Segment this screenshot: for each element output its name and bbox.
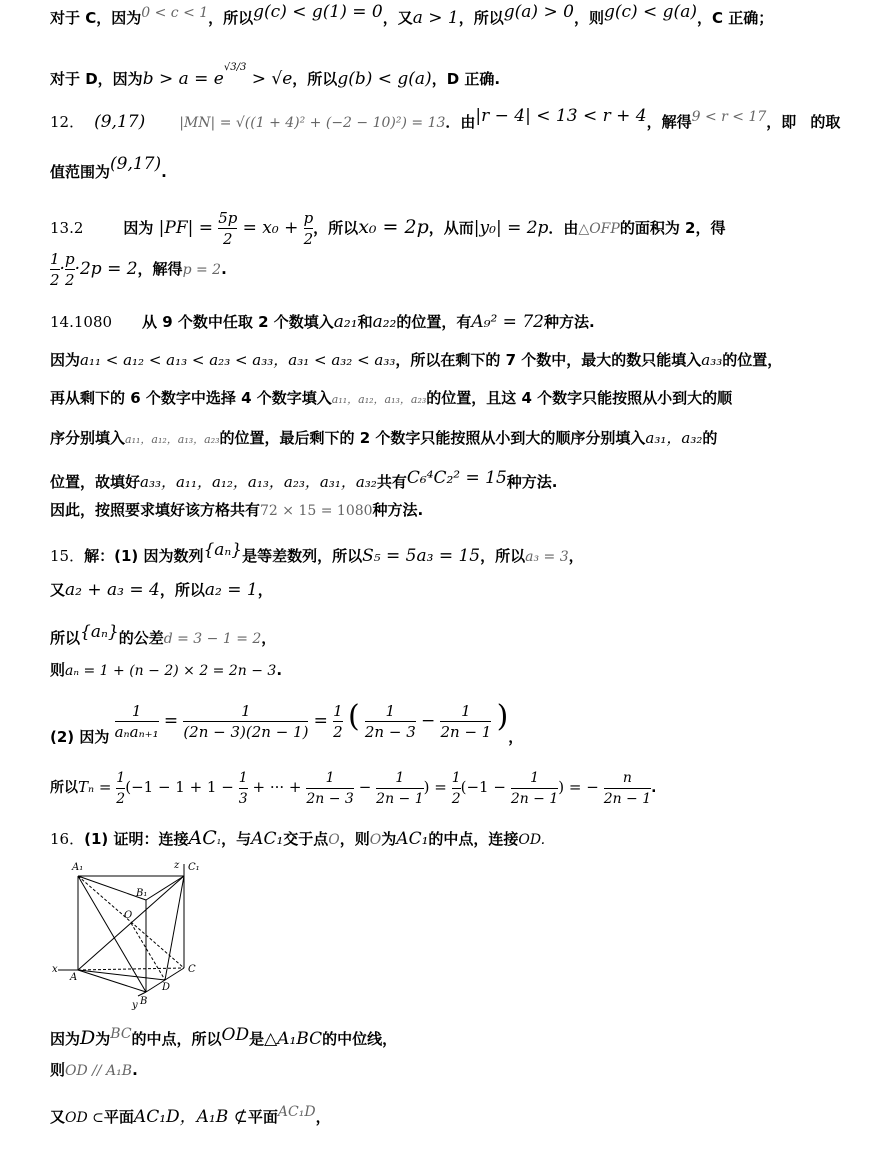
math: OD ⊂ bbox=[65, 1110, 104, 1126]
text: 的中点，连接 bbox=[428, 830, 519, 848]
text: (2) 因为 bbox=[50, 728, 110, 746]
math: 9 < r < 17 bbox=[691, 109, 767, 125]
line-1 bbox=[50, 2, 834, 28]
line-od bbox=[131, 923, 165, 980]
math: O bbox=[369, 832, 382, 848]
numerator: 1 bbox=[241, 702, 251, 720]
math: = bbox=[313, 711, 328, 731]
math: d = 3 − 1 = 2 bbox=[163, 631, 262, 647]
math: △OFP bbox=[578, 221, 620, 237]
label-c: C bbox=[188, 964, 196, 975]
math: a₂₂ bbox=[372, 312, 397, 332]
denominator: 2 bbox=[333, 723, 343, 741]
text: 因为 bbox=[50, 351, 81, 369]
text: 所以 bbox=[50, 780, 78, 796]
numerator: 1 bbox=[333, 702, 343, 720]
item-number: 13.2 bbox=[50, 219, 84, 237]
text: ，解得 bbox=[646, 113, 692, 131]
line-ad bbox=[78, 970, 165, 980]
math: a₃₃，a₁₁，a₁₂，a₁₃，a₂₃，a₃₁，a₃₂ bbox=[140, 473, 377, 491]
text: ．由 bbox=[445, 113, 476, 131]
text: . bbox=[161, 163, 167, 181]
fraction bbox=[604, 768, 651, 809]
math: OD // A₁B bbox=[65, 1063, 133, 1079]
math: · bbox=[59, 259, 65, 279]
text: 的位置，有 bbox=[396, 313, 472, 331]
math: a₃₃ bbox=[701, 351, 723, 369]
text: 交于点 bbox=[283, 830, 329, 848]
text: 则 bbox=[50, 1061, 66, 1079]
math: − bbox=[358, 778, 372, 796]
numerator: 5p bbox=[218, 209, 238, 227]
fraction bbox=[218, 208, 237, 249]
math: a₃₁，a₃₂ bbox=[645, 429, 703, 447]
edge-ac bbox=[78, 968, 184, 970]
denominator: 3 bbox=[239, 788, 248, 809]
text: ，则 bbox=[573, 9, 604, 27]
text: 种方法. bbox=[543, 313, 595, 331]
math: ) bbox=[496, 699, 509, 734]
math: a₃ = 3 bbox=[525, 549, 569, 565]
fraction bbox=[239, 768, 248, 809]
denominator: 2n − 1 bbox=[376, 788, 423, 809]
text: ， bbox=[508, 728, 524, 746]
math: OD bbox=[221, 1025, 250, 1045]
text: 从 9 个数中任取 2 个数填入 bbox=[142, 313, 334, 331]
numerator: p bbox=[64, 250, 75, 268]
line-9 bbox=[50, 388, 834, 410]
text: (1) 证明：连接 bbox=[84, 830, 189, 848]
text: . bbox=[221, 260, 227, 278]
math: (−1 − 1 + 1 − bbox=[125, 778, 234, 796]
numerator: 1 bbox=[131, 702, 142, 720]
line-18 bbox=[50, 762, 834, 813]
text: ， bbox=[315, 1108, 331, 1126]
text: . bbox=[651, 780, 657, 796]
math: ) = bbox=[423, 778, 447, 796]
line-14 bbox=[50, 580, 834, 600]
label-b1: B₁ bbox=[136, 888, 148, 899]
math: Tₙ = bbox=[78, 778, 112, 796]
fraction bbox=[511, 768, 558, 809]
text: 和 bbox=[357, 313, 373, 331]
numerator: 1 bbox=[325, 769, 335, 786]
text: 的 bbox=[702, 429, 718, 447]
math: (9,17) bbox=[110, 154, 162, 174]
text: ，C 正确； bbox=[696, 9, 774, 27]
text: 为 bbox=[381, 830, 397, 848]
text: ，所以 bbox=[458, 9, 504, 27]
fraction bbox=[65, 249, 75, 290]
line-2 bbox=[50, 58, 834, 89]
numerator: 1 bbox=[116, 769, 126, 786]
label-y: y bbox=[132, 1000, 138, 1011]
text: 的面积为 2，得 bbox=[619, 219, 726, 237]
fraction bbox=[333, 701, 343, 742]
text: 的位置， bbox=[722, 351, 783, 369]
math: BC bbox=[110, 1026, 132, 1042]
math: ·2p = 2 bbox=[74, 259, 138, 279]
math: x₀ = 2p bbox=[358, 216, 429, 238]
fraction bbox=[452, 768, 461, 809]
text: 种方法. bbox=[506, 473, 558, 491]
text: 值范围为 bbox=[50, 163, 111, 181]
text: 再从剩下的 6 个数字中选择 4 个数字填入 bbox=[50, 389, 332, 407]
item-number: 12． bbox=[50, 113, 85, 131]
fraction bbox=[440, 701, 491, 742]
denominator: 2n − 1 bbox=[440, 723, 492, 741]
math: |MN| = √((1 + 4)² + (−2 − 10)²) = 13 bbox=[179, 115, 446, 131]
math: ) = − bbox=[558, 778, 599, 796]
fraction bbox=[304, 208, 314, 249]
math: 0 < c < 1 bbox=[141, 5, 209, 21]
line-10 bbox=[50, 428, 834, 450]
numerator: 1 bbox=[385, 702, 396, 720]
math: D bbox=[80, 1027, 96, 1049]
text: 的位置，且这 4 个数字只能按照从小到大的顺 bbox=[426, 389, 733, 407]
denominator: 2 bbox=[50, 271, 60, 289]
line-7 bbox=[50, 312, 834, 332]
text: ，所以 bbox=[480, 547, 526, 565]
numerator: 1 bbox=[461, 702, 471, 720]
denominator: 2n − 3 bbox=[306, 788, 353, 809]
numerator: 1 bbox=[395, 769, 405, 786]
label-d: D bbox=[162, 982, 171, 993]
math: = x₀ + bbox=[242, 218, 299, 238]
denominator: 2n − 3 bbox=[364, 723, 416, 741]
item-number: 14.1080 bbox=[50, 313, 113, 331]
edge-b1c1 bbox=[146, 876, 184, 900]
math: AC₁D bbox=[277, 1104, 316, 1120]
fraction bbox=[376, 768, 423, 809]
denominator: 2 bbox=[64, 271, 75, 289]
math: AC bbox=[188, 827, 217, 849]
math: = bbox=[163, 711, 179, 731]
math: a₂ + a₃ = 4 bbox=[65, 580, 160, 600]
text: 的位置，最后剩下的 2 个数字只能按照从小到大的顺序分别填入 bbox=[219, 429, 646, 447]
denominator: (2n − 3)(2n − 1) bbox=[183, 723, 309, 741]
math: OD. bbox=[518, 832, 546, 848]
text: ，D 正确. bbox=[431, 70, 501, 88]
label-c1: C₁ bbox=[188, 862, 200, 873]
denominator: 2 bbox=[452, 788, 461, 809]
math: {aₙ} bbox=[203, 540, 243, 560]
math: b > a = e bbox=[142, 69, 224, 89]
text: ， bbox=[257, 581, 273, 599]
text: 的中点，所以 bbox=[131, 1030, 222, 1048]
text: 对于 C，因为 bbox=[50, 9, 142, 27]
math: AC₁ bbox=[396, 829, 429, 849]
text: 种方法. bbox=[372, 501, 424, 519]
line-21 bbox=[50, 1060, 834, 1081]
denominator: aₙaₙ₊₁ bbox=[114, 723, 159, 741]
math: − bbox=[420, 711, 436, 731]
text: ．由 bbox=[548, 219, 579, 237]
fraction bbox=[183, 701, 308, 742]
denominator: 2 bbox=[116, 788, 125, 809]
text: 又 bbox=[50, 1108, 66, 1126]
fraction bbox=[116, 768, 125, 809]
label-a: A bbox=[70, 972, 78, 983]
math: AC₁D，A₁B ⊄ bbox=[133, 1107, 248, 1127]
text: ，解得 bbox=[137, 260, 183, 278]
item-number: 16． bbox=[50, 830, 85, 848]
text: ，所以 bbox=[159, 581, 205, 599]
math: O bbox=[328, 832, 340, 848]
math: S₅ = 5a₃ = 15 bbox=[362, 546, 481, 566]
math-sup: √3/3 bbox=[223, 62, 247, 73]
math-sub: ₁ bbox=[216, 834, 222, 847]
math: |y₀| = 2p bbox=[473, 218, 549, 238]
numerator: p bbox=[303, 209, 314, 227]
text: ，从而 bbox=[428, 219, 474, 237]
text: 序分别填入 bbox=[50, 429, 126, 447]
fraction bbox=[306, 768, 353, 809]
edge-ab bbox=[78, 970, 146, 992]
text: 是等差数列，所以 bbox=[242, 547, 363, 565]
line-6 bbox=[50, 248, 834, 291]
text: 的公差 bbox=[118, 629, 164, 647]
text: ，所以在剩下的 7 个数中，最大的数只能填入 bbox=[395, 351, 702, 369]
text: ，即 bbox=[766, 113, 797, 131]
math: > √e bbox=[246, 69, 293, 89]
math: ( bbox=[347, 699, 360, 734]
math: + ··· + bbox=[252, 778, 302, 796]
math: |PF| = bbox=[158, 218, 213, 238]
math: a > 1 bbox=[412, 8, 459, 28]
text: . bbox=[132, 1061, 138, 1079]
line-17 bbox=[50, 692, 834, 762]
math: {aₙ} bbox=[80, 622, 119, 642]
line-20 bbox=[50, 1024, 834, 1049]
text: ， bbox=[261, 629, 277, 647]
math: a₂ = 1 bbox=[204, 580, 258, 600]
math: 72 × 15 = 1080 bbox=[260, 503, 373, 519]
text: 解：(1) 因为数列 bbox=[84, 547, 204, 565]
text: 所以 bbox=[50, 629, 81, 647]
numerator: 1 bbox=[451, 769, 461, 786]
text: 位置，故填好 bbox=[50, 473, 141, 491]
math: p = 2 bbox=[182, 262, 222, 278]
fraction bbox=[365, 701, 416, 742]
fraction bbox=[50, 249, 60, 290]
fraction bbox=[115, 701, 159, 742]
numerator: n bbox=[622, 769, 632, 786]
line-22 bbox=[50, 1102, 834, 1128]
line-15 bbox=[50, 622, 834, 649]
math: g(c) < g(1) = 0 bbox=[253, 2, 383, 22]
text: 平面 bbox=[247, 1108, 278, 1126]
text: 因此，按照要求填好该方格共有 bbox=[50, 501, 261, 519]
math: a₂₁ bbox=[333, 312, 358, 332]
denominator: 2 bbox=[303, 230, 314, 248]
denominator: 2n − 1 bbox=[511, 788, 558, 809]
line-16 bbox=[50, 660, 834, 681]
text: 是 bbox=[249, 1030, 265, 1048]
math: g(c) < g(a) bbox=[603, 2, 697, 22]
text: ，又 bbox=[382, 9, 413, 27]
label-o: O bbox=[124, 910, 133, 921]
math: A₉² = 72 bbox=[471, 312, 544, 332]
math: aₙ = 1 + (n − 2) × 2 = 2n − 3 bbox=[65, 663, 277, 679]
math: g(a) > 0 bbox=[503, 2, 574, 22]
text: ，则 bbox=[339, 830, 370, 848]
numerator: 1 bbox=[530, 769, 539, 786]
text: ，所以 bbox=[313, 219, 359, 237]
math: (9,17) bbox=[94, 112, 146, 132]
text: ，与 bbox=[221, 830, 252, 848]
text: ，所以 bbox=[208, 9, 254, 27]
line-13 bbox=[50, 540, 834, 567]
text: 为 bbox=[95, 1030, 111, 1048]
math: g(b) < g(a) bbox=[337, 69, 432, 89]
line-8 bbox=[50, 350, 834, 370]
text: 又 bbox=[50, 581, 66, 599]
prism-figure bbox=[48, 858, 208, 1014]
item-number: 15． bbox=[50, 547, 85, 565]
denominator: 2 bbox=[218, 228, 237, 249]
text: 因为 bbox=[123, 219, 154, 237]
numerator: 1 bbox=[50, 250, 60, 268]
math: △A₁BC bbox=[264, 1029, 323, 1049]
line-12 bbox=[50, 500, 834, 521]
line-4 bbox=[50, 154, 834, 182]
label-a1: A₁ bbox=[72, 862, 84, 873]
text: 则 bbox=[50, 661, 66, 679]
math: (−1 − bbox=[460, 778, 506, 796]
numerator: 1 bbox=[238, 769, 248, 786]
line-8-content bbox=[50, 350, 782, 370]
text: 因为 bbox=[50, 1030, 81, 1048]
text: 对于 D，因为 bbox=[50, 70, 143, 88]
math: a₁₁ < a₁₂ < a₁₃ < a₂₃ < a₃₃，a₃₁ < a₃₂ < a₃₃ bbox=[80, 351, 396, 369]
label-x: x bbox=[52, 964, 58, 975]
label-z: z bbox=[174, 860, 180, 871]
line-5 bbox=[50, 206, 834, 250]
text: ，所以 bbox=[292, 70, 338, 88]
label-b: B bbox=[140, 996, 148, 1007]
text: 平面 bbox=[103, 1108, 134, 1126]
math: C₆⁴C₂² = 15 bbox=[406, 468, 507, 488]
math: AC₁ bbox=[251, 829, 284, 849]
math: a₁₁，a₁₂，a₁₃，a₂₃ bbox=[125, 433, 220, 446]
text: . bbox=[276, 661, 283, 679]
text: ， bbox=[568, 547, 584, 565]
line-3 bbox=[50, 106, 841, 133]
line-19 bbox=[50, 828, 834, 851]
denominator: 2n − 1 bbox=[604, 788, 651, 809]
math: a₁₁，a₁₂，a₁₃，a₂₃ bbox=[331, 393, 427, 406]
line-11 bbox=[50, 468, 834, 492]
line-c1d bbox=[165, 876, 184, 980]
text: 的中位线， bbox=[322, 1030, 398, 1048]
text: 的取 bbox=[810, 113, 841, 131]
text: 共有 bbox=[376, 473, 407, 491]
math: |r − 4| < 13 < r + 4 bbox=[475, 106, 647, 126]
